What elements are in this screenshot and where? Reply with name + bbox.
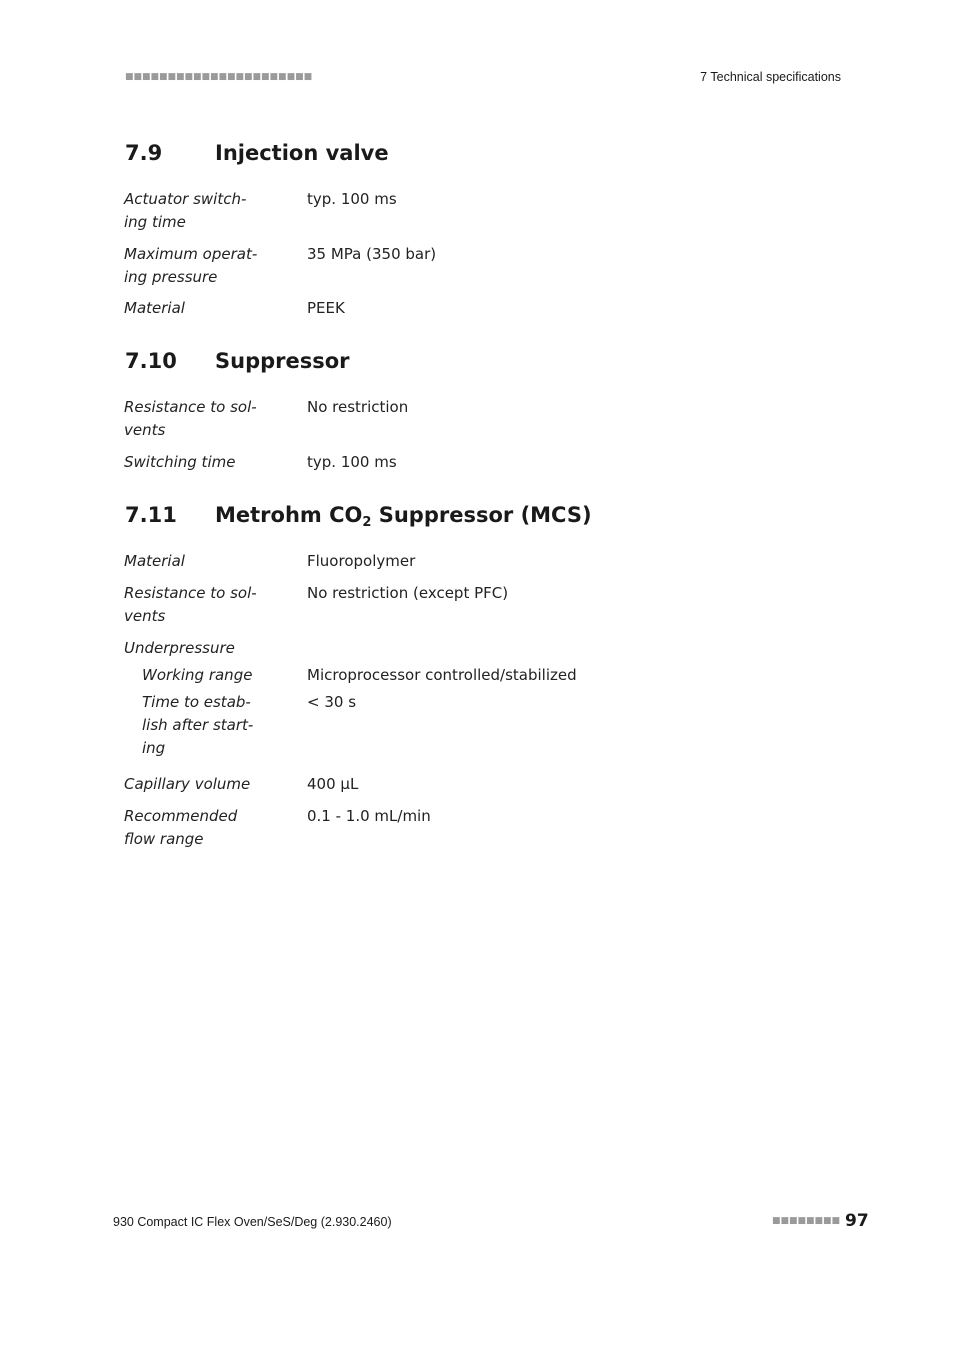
section-title: Metrohm $CO_2$ Suppressor (MCS) xyxy=(215,503,592,530)
spec-label-resistance-to-solvents: Resistance to sol- vents xyxy=(124,584,257,625)
spec-value-capillary-volume: 400 µL xyxy=(307,775,359,793)
spec-label-switching-time: Switching time xyxy=(124,453,236,471)
spec-label-underpressure: Underpressure xyxy=(124,639,235,657)
spec-value-recommended-flow-range: 0.1 - 1.0 mL/min xyxy=(307,807,431,825)
spec-label-resistance-to-solvents: Resistance to sol- vents xyxy=(124,398,257,439)
section-title: Suppressor xyxy=(215,349,350,373)
spec-value-working-range: Microprocessor controlled/stabilized xyxy=(307,666,577,684)
header-decoration: ■■■■■■■■■■■■■■■■■■■■■■ xyxy=(125,72,313,82)
spec-label-material: Material xyxy=(124,552,185,570)
spec-label-recommended-flow-range: Recommended flow range xyxy=(124,807,238,848)
spec-label-capillary-volume: Capillary volume xyxy=(124,775,251,793)
spec-value-actuator-switching-time: typ. 100 ms xyxy=(307,190,397,208)
page-number: 97 xyxy=(845,1211,869,1231)
spec-label-time-to-establish: Time to estab- lish after start- ing xyxy=(142,693,254,757)
footer-product-name: 930 Compact IC Flex Oven/SeS/Deg (2.930.2460) xyxy=(113,1215,392,1229)
spec-label-actuator-switching-time: Actuator switch- ing time xyxy=(124,190,247,231)
spec-label-working-range: Working range xyxy=(142,666,253,684)
section-number: 7.9 xyxy=(125,141,163,165)
section-number: 7.10 xyxy=(125,349,177,373)
spec-label-material: Material xyxy=(124,299,185,317)
spec-value-resistance-to-solvents: No restriction (except PFC) xyxy=(307,584,509,602)
spec-value-maximum-operating-pressure: 35 MPa (350 bar) xyxy=(307,245,437,263)
spec-label-maximum-operating-pressure: Maximum operat- ing pressure xyxy=(124,245,258,286)
section-title: Injection valve xyxy=(215,141,389,165)
spec-value-resistance-to-solvents: No restriction xyxy=(307,398,409,416)
section-number: 7.11 xyxy=(125,503,177,527)
running-header-chapter: 7 Technical specifications xyxy=(700,70,841,84)
spec-value-material: Fluoropolymer xyxy=(307,552,416,570)
spec-value-switching-time: typ. 100 ms xyxy=(307,453,397,471)
spec-value-time-to-establish: < 30 s xyxy=(307,693,357,711)
footer-decoration: ■■■■■■■■ xyxy=(772,1216,841,1226)
spec-value-material: PEEK xyxy=(307,299,345,317)
